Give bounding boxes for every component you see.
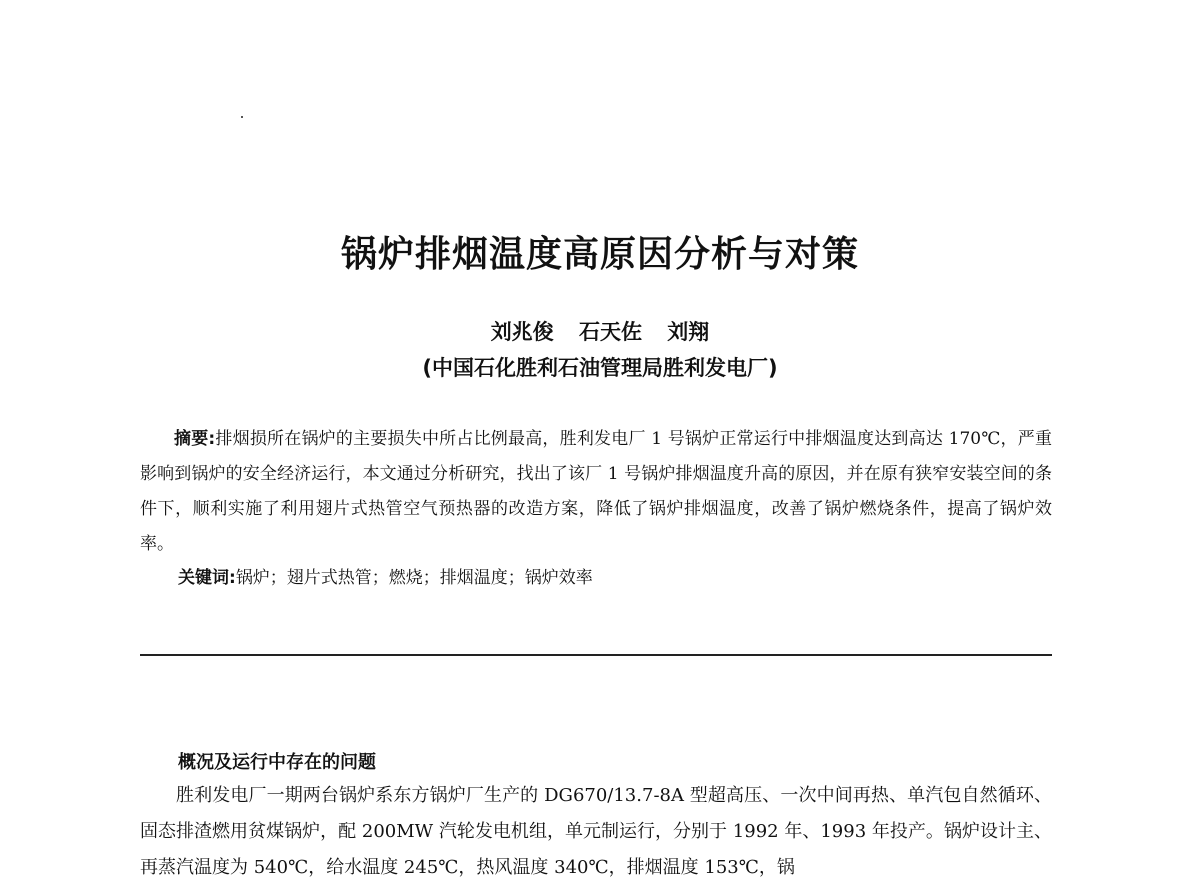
- paper-title: 锅炉排烟温度高原因分析与对策: [340, 234, 859, 275]
- abstract-label: 摘要:: [174, 429, 216, 449]
- keywords-text: 锅炉；翅片式热管；燃烧；排烟温度；锅炉效率: [235, 568, 593, 588]
- affiliation: (中国石化胜利石油管理局胜利发电厂): [422, 356, 778, 380]
- section-divider: [140, 654, 1052, 656]
- keywords: [178, 563, 1052, 593]
- body-paragraph: 胜利发电厂一期两台锅炉系东方锅炉厂生产的 DG670/13.7-8A 型超高压、一次中间再热、单汽包自然循环、固态排渣燃用贫煤锅炉，配 200MW 汽轮发电机组，单元制运行，分别于 1992 年、1993 年投产。锅炉设计主、再蒸汽温度为 540℃，给水温度 245℃，热风温度 340℃，排烟温度 153℃，锅: [140, 785, 1052, 878]
- author-list: 刘兆俊 石天佐 刘翔: [490, 320, 710, 344]
- abstract: [140, 422, 1052, 562]
- scan-speck: [241, 116, 243, 118]
- abstract-text: 排烟损所在锅炉的主要损失中所占比例最高，胜利发电厂 1 号锅炉正常运行中排烟温度达到高达 170℃，严重影响到锅炉的安全经济运行，本文通过分析研究，找出了该厂 1 号锅炉排烟温度升高的原因，并在原有狭窄安装空间的条件下，顺利实施了利用翅片式热管空气预热器的改造方案，降低了锅炉排烟温度，改善了锅炉燃烧条件，提高了锅炉效率。: [140, 429, 1052, 554]
- keywords-label: 关键词:: [178, 568, 236, 588]
- section-heading: 概况及运行中存在的问题: [178, 752, 376, 773]
